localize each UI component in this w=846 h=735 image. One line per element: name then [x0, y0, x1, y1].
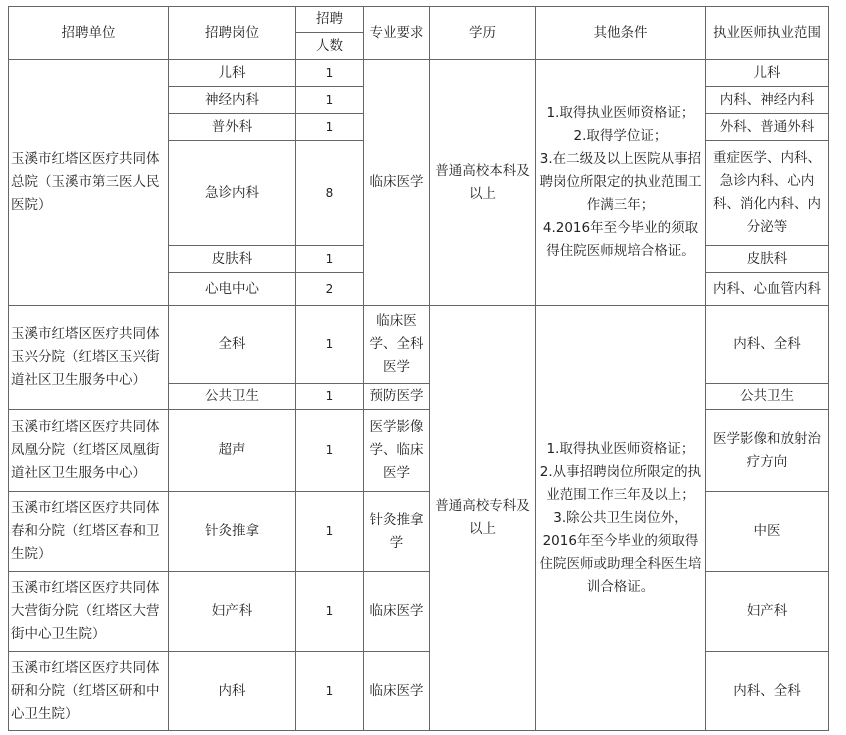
post-cell: 妇产科 [169, 572, 296, 652]
count-cell: 1 [296, 246, 364, 273]
edu-main-hospital: 普通高校本科及以上 [430, 60, 536, 306]
condition-line: 1.取得执业医师资格证； [546, 440, 695, 457]
conditions-branches [536, 306, 706, 731]
header-post: 招聘岗位 [169, 7, 296, 60]
scope-cell: 儿科 [706, 60, 829, 87]
count-cell: 1 [296, 306, 364, 384]
header-count-top: 招聘 [296, 7, 364, 33]
scope-cell: 内科、心血管内科 [706, 273, 829, 306]
scope-cell: 妇产科 [706, 572, 829, 652]
unit-chunhe: 玉溪市红塔区医疗共同体春和分院（红塔区春和卫生院） [9, 492, 169, 572]
scope-cell: 中医 [706, 492, 829, 572]
major-cell: 预防医学 [364, 384, 430, 410]
header-major: 专业要求 [364, 7, 430, 60]
count-cell: 1 [296, 492, 364, 572]
major-cell: 针灸推拿学 [364, 492, 430, 572]
unit-fenghuang: 玉溪市红塔区医疗共同体凤凰分院（红塔区凤凰街道社区卫生服务中心） [9, 410, 169, 492]
scope-cell: 皮肤科 [706, 246, 829, 273]
major-main-hospital: 临床医学 [364, 60, 430, 306]
scope-cell: 外科、普通外科 [706, 114, 829, 141]
scope-cell: 内科、全科 [706, 306, 829, 384]
unit-main-hospital: 玉溪市红塔区医疗共同体总院（玉溪市第三医人民医院） [9, 60, 169, 306]
condition-line: 2.取得学位证； [573, 128, 668, 144]
condition-line: 3.除公共卫生岗位外，2016年至今毕业的须取得住院医师或助理全科医生培训合格证。 [539, 509, 702, 595]
count-cell: 1 [296, 384, 364, 410]
major-cell: 临床医学 [364, 652, 430, 731]
header-count-bottom: 人数 [296, 33, 364, 60]
post-cell: 心电中心 [169, 273, 296, 306]
unit-yanhe: 玉溪市红塔区医疗共同体研和分院（红塔区研和中心卫生院） [9, 652, 169, 731]
count-cell: 1 [296, 114, 364, 141]
scope-cell: 重症医学、内科、急诊内科、心内科、消化内科、内分泌等 [706, 141, 829, 246]
condition-line: 1.取得执业医师资格证； [546, 105, 695, 121]
condition-line: 2.从事招聘岗位所限定的执业范围工作三年及以上； [539, 463, 702, 503]
header-other: 其他条件 [536, 7, 706, 60]
major-cell: 医学影像学、临床医学 [364, 410, 430, 492]
post-cell: 公共卫生 [169, 384, 296, 410]
count-cell: 1 [296, 410, 364, 492]
header-scope: 执业医师执业范围 [706, 7, 829, 60]
unit-yuxing: 玉溪市红塔区医疗共同体玉兴分院（红塔区玉兴街道社区卫生服务中心） [9, 306, 169, 410]
scope-cell: 内科、神经内科 [706, 87, 829, 114]
count-cell: 1 [296, 87, 364, 114]
unit-daying: 玉溪市红塔区医疗共同体大营街分院（红塔区大营街中心卫生院） [9, 572, 169, 652]
post-cell: 内科 [169, 652, 296, 731]
count-cell: 2 [296, 273, 364, 306]
recruitment-table [8, 6, 829, 731]
count-cell: 1 [296, 572, 364, 652]
post-cell: 针灸推拿 [169, 492, 296, 572]
post-cell: 儿科 [169, 60, 296, 87]
count-cell: 1 [296, 60, 364, 87]
header-unit: 招聘单位 [9, 7, 169, 60]
count-cell: 1 [296, 652, 364, 731]
post-cell: 神经内科 [169, 87, 296, 114]
post-cell: 全科 [169, 306, 296, 384]
major-cell: 临床医学、全科医学 [364, 306, 430, 384]
count-cell: 8 [296, 141, 364, 246]
post-cell: 皮肤科 [169, 246, 296, 273]
conditions-main-hospital [536, 60, 706, 306]
edu-branches: 普通高校专科及以上 [430, 306, 536, 731]
post-cell: 超声 [169, 410, 296, 492]
scope-cell: 公共卫生 [706, 384, 829, 410]
scope-cell: 内科、全科 [706, 652, 829, 731]
condition-line: 3.在二级及以上医院从事招聘岗位所限定的执业范围工作满三年； [539, 151, 702, 213]
scope-cell: 医学影像和放射治疗方向 [706, 410, 829, 492]
post-cell: 急诊内科 [169, 141, 296, 246]
condition-line: 4.2016年至今毕业的须取得住院医师规培合格证。 [542, 220, 699, 259]
post-cell: 普外科 [169, 114, 296, 141]
major-cell: 临床医学 [364, 572, 430, 652]
header-edu: 学历 [430, 7, 536, 60]
